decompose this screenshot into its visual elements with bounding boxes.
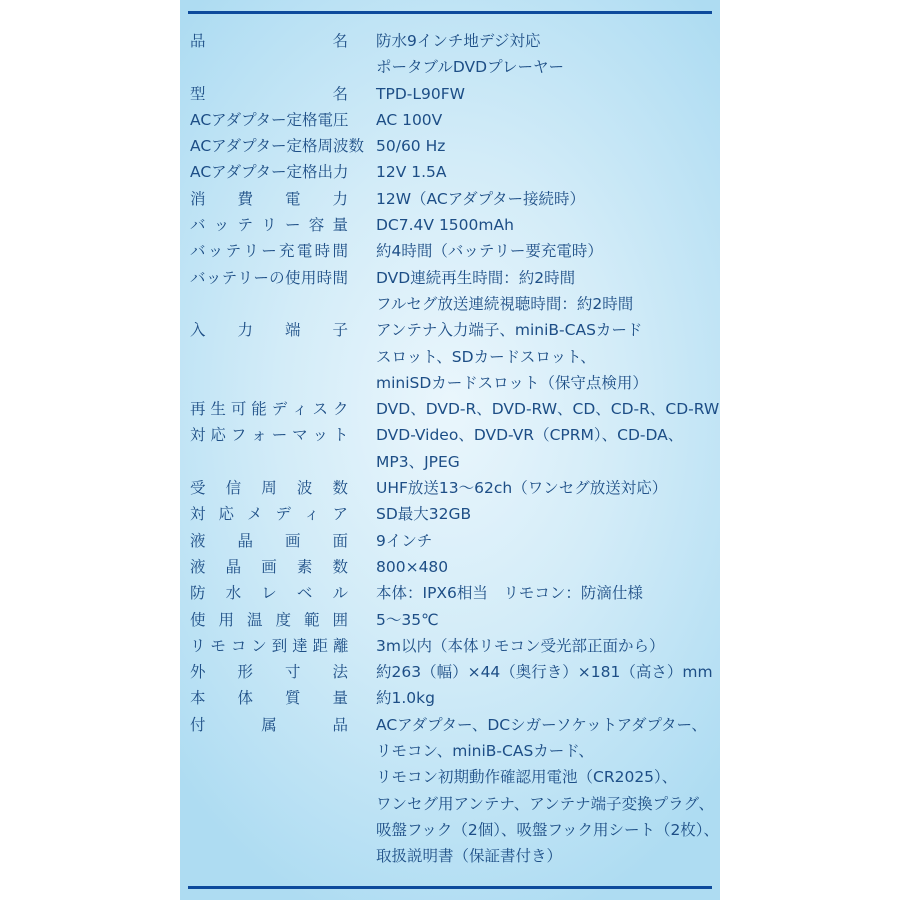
spec-values [376, 81, 465, 107]
spec-table [190, 28, 720, 870]
spec-label: バ ッ テ リ ー 容 量 [190, 216, 348, 235]
spec-label: 受 信 周 波 数 [190, 479, 348, 498]
spec-values [376, 580, 643, 606]
spec-value: DC7.4V 1500mAh [376, 216, 514, 235]
spec-label: 本 体 質 量 [190, 689, 348, 708]
spec-values [376, 396, 719, 422]
spec-label: バッテリー充電時間 [190, 242, 348, 261]
bottom-divider [188, 886, 712, 889]
top-divider [188, 11, 712, 14]
spec-label: ACアダプター定格周波数 [190, 137, 364, 156]
spec-value: 約4時間（バッテリー要充電時） [376, 242, 603, 261]
spec-values [376, 317, 648, 396]
spec-label: 液 晶 画 素 数 [190, 557, 348, 576]
spec-label: ACアダプター定格電圧 [190, 110, 349, 129]
spec-row [190, 554, 710, 580]
spec-row [190, 238, 710, 264]
spec-row [190, 633, 710, 659]
spec-value: 5～35℃ [376, 610, 439, 629]
spec-value: ワンセグ用アンテナ、アンテナ端子変換プラグ、 [376, 794, 715, 813]
spec-values [376, 554, 448, 580]
spec-values [376, 186, 585, 212]
spec-row [190, 685, 710, 711]
spec-row [190, 186, 710, 212]
spec-values [376, 633, 664, 659]
spec-values [376, 107, 442, 133]
spec-row [190, 107, 710, 133]
spec-row [190, 396, 720, 422]
spec-row [190, 159, 710, 185]
spec-row [190, 133, 710, 159]
spec-label: バッテリーの使用時間 [190, 268, 348, 287]
spec-row [190, 659, 713, 685]
spec-value: SD最大32GB [376, 505, 472, 524]
spec-label: 防 水 レ ベ ル [190, 584, 348, 603]
spec-value: 吸盤フック（2個）、吸盤フック用シート（2枚）、 [376, 820, 720, 839]
spec-values [376, 475, 667, 501]
spec-label: 液 晶 画 面 [190, 531, 348, 550]
spec-value: 本体：IPX6相当 リモコン：防滴仕様 [376, 584, 643, 603]
spec-row [190, 81, 710, 107]
spec-value: 12W（ACアダプター接続時） [376, 189, 586, 208]
spec-label: 入 力 端 子 [190, 321, 348, 340]
spec-value: リモコン初期動作確認用電池（CR2025）、 [376, 768, 678, 787]
spec-value: 取扱説明書（保証書付き） [376, 847, 563, 866]
spec-values [376, 659, 713, 685]
spec-row [190, 212, 710, 238]
spec-value: TPD-L90FW [376, 84, 465, 103]
spec-label: 使 用 温 度 範 囲 [190, 610, 348, 629]
spec-value: 800×480 [376, 557, 449, 576]
spec-value: ACアダプター、DCシガーソケットアダプター、 [376, 715, 707, 734]
spec-value: 9インチ [376, 531, 433, 550]
spec-label: 付 属 品 [190, 715, 348, 734]
spec-label: 対 応 フ ォ ー マ ッ ト [190, 426, 349, 445]
spec-value: 3m以内（本体リモコン受光部正面から） [376, 636, 665, 655]
spec-value: 約263（幅）×44（奥行き）×181（高さ）mm [376, 663, 713, 682]
spec-panel [180, 0, 720, 900]
spec-value: 約1.0kg [376, 689, 435, 708]
spec-row [190, 712, 720, 870]
spec-value: ポータブルDVDプレーヤー [376, 58, 564, 77]
spec-label: 型 名 [190, 84, 348, 103]
spec-row [190, 607, 710, 633]
spec-values [376, 28, 564, 81]
spec-value: 防水9インチ地デジ対応 [376, 32, 541, 50]
spec-value: アンテナ入力端子、miniB-CASカード [376, 321, 643, 340]
spec-values [376, 712, 719, 870]
spec-row [190, 475, 710, 501]
spec-label: 外 形 寸 法 [190, 663, 348, 682]
spec-value: DVD、DVD-R、DVD-RW、CD、CD-R、CD-RW [376, 400, 720, 419]
spec-value: フルセグ放送連続視聴時間：約2時間 [376, 294, 634, 313]
spec-values [376, 133, 445, 159]
spec-value: DVD連続再生時間：約2時間 [376, 268, 576, 287]
spec-values [376, 501, 471, 527]
spec-row [190, 265, 710, 318]
spec-value: AC 100V [376, 110, 443, 129]
spec-values [376, 685, 435, 711]
spec-label: リ モ コ ン 到 達 距 離 [190, 636, 349, 655]
spec-label: 品 名 [190, 32, 348, 50]
spec-row [190, 317, 710, 396]
spec-row [190, 501, 710, 527]
spec-values [376, 159, 447, 185]
spec-label: 消 費 電 力 [190, 189, 348, 208]
spec-value: miniSDカードスロット（保守点検用） [376, 373, 648, 392]
spec-values [376, 265, 633, 318]
spec-row [190, 528, 710, 554]
spec-label: ACアダプター定格出力 [190, 163, 349, 182]
spec-value: 50/60 Hz [376, 137, 446, 156]
spec-values [376, 607, 439, 633]
spec-value: UHF放送13～62ch（ワンセグ放送対応） [376, 479, 668, 498]
spec-row [190, 422, 710, 475]
spec-row [190, 580, 710, 606]
spec-value: MP3、JPEG [376, 452, 460, 471]
spec-value: 12V 1.5A [376, 163, 447, 182]
spec-values [376, 422, 683, 475]
spec-row [190, 28, 710, 81]
spec-label: 対 応 メ デ ィ ア [190, 505, 348, 524]
spec-label: 再 生 可 能 デ ィ ス ク [190, 400, 349, 419]
spec-value: DVD-Video、DVD-VR（CPRM）、CD-DA、 [376, 426, 684, 445]
spec-value: スロット、SDカードスロット、 [376, 347, 596, 366]
spec-values [376, 238, 603, 264]
spec-values [376, 212, 514, 238]
spec-value: リモコン、miniB-CASカード、 [376, 742, 594, 761]
spec-values [376, 528, 432, 554]
